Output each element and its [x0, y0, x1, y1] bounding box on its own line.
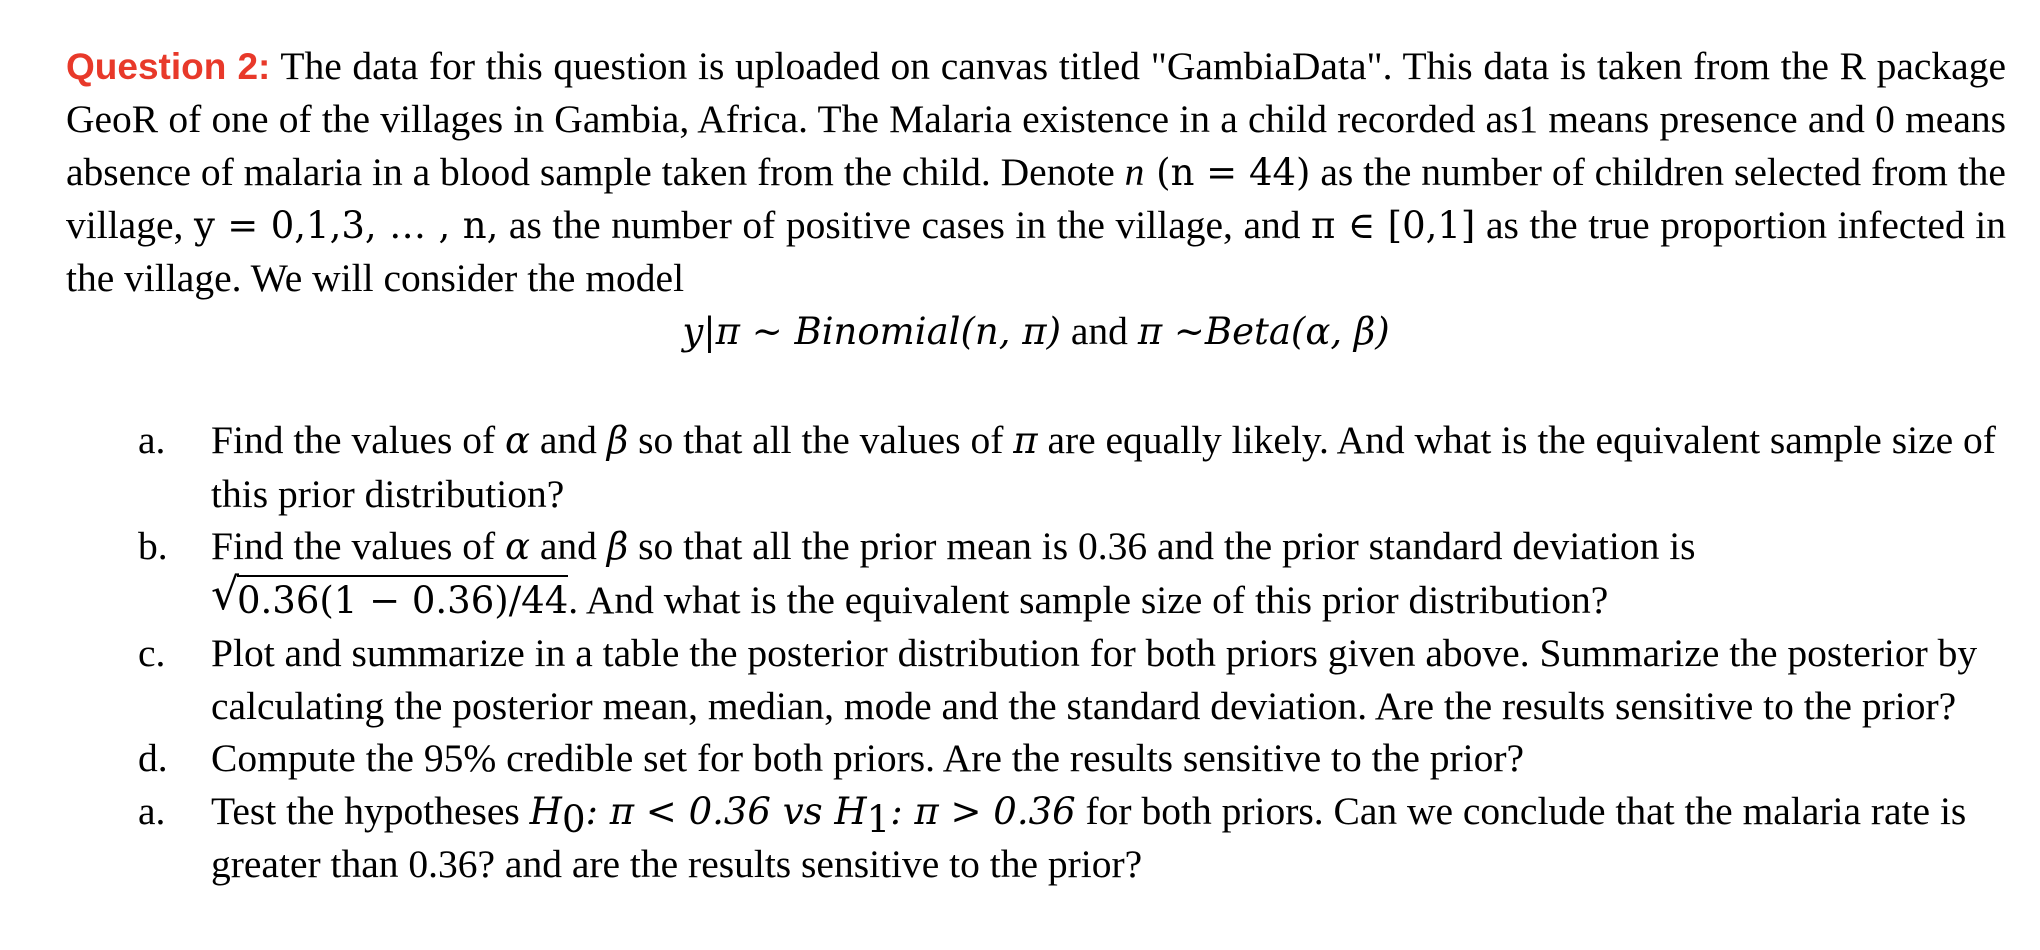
h0-subscript: 0	[561, 797, 586, 841]
part-marker: d.	[138, 736, 168, 780]
part-text: for both priors. Can we conclude that the malaria rate is greater than 0.36? and are the results sensitive to the prior?	[211, 788, 1967, 886]
list-item	[66, 785, 2011, 891]
list-item	[66, 414, 2011, 520]
question-label: Question 2:	[66, 46, 271, 87]
question-parts-list	[66, 414, 2006, 891]
model-and: and	[1061, 309, 1138, 353]
part-marker: b.	[138, 524, 168, 568]
pi-symbol: π	[1013, 419, 1038, 462]
part-text: Compute the 95% credible set for both priors. Are the results sensitive to the prior?	[211, 736, 1525, 780]
beta-symbol: β	[606, 419, 629, 462]
part-marker: c.	[138, 631, 166, 675]
intro-text-4: as the true proportion infected in the village. We will consider the model	[66, 203, 2006, 300]
beta-symbol: β	[606, 525, 629, 568]
part-text: Plot and summarize in a table the posterior distribution for both priors given above. Summarize the posterior by calculating the posterior mean, median, mode and the standard deviation. Are the results sensitive to the prior?	[211, 631, 1978, 728]
part-text: so that all the prior mean is 0.36 and the prior standard deviation is	[628, 524, 1696, 568]
list-item	[66, 732, 2011, 785]
list-item	[66, 627, 2011, 732]
h1-symbol: H	[834, 789, 867, 833]
part-text: are equally likely. And what is the equivalent sample size of this prior distribution?	[211, 418, 1996, 516]
intro-text-3: as the number of positive cases in the village, and	[498, 203, 1312, 247]
alpha-symbol: α	[505, 525, 531, 568]
h0-symbol: H	[529, 789, 562, 833]
intro-text-1: The data for this question is uploaded on canvas titled "GambiaData". This data is taken from the R package GeoR of one of the villages in Gambia, Africa. The Malaria existence in a child recorded as1 means presence and 0 means absence of malaria in a blood sample taken from the child. Denote	[66, 44, 2006, 194]
part-marker: a.	[138, 788, 166, 833]
h0-condition: : π < 0.36 vs	[585, 789, 835, 833]
h1-subscript: 1	[866, 797, 891, 841]
part-text: . And what is the equivalent sample size of this prior distribution?	[568, 577, 1609, 622]
question-intro	[66, 40, 2006, 305]
part-marker: a.	[138, 418, 166, 462]
part-text: Find the values of	[211, 524, 506, 568]
sqrt-expression	[211, 568, 569, 628]
list-item	[66, 520, 2011, 627]
part-text: and	[530, 418, 607, 462]
model-equation	[66, 305, 2006, 358]
part-text: so that all the values of	[628, 418, 1014, 462]
n-symbol: n	[1124, 150, 1145, 194]
model-likelihood: y|π ~ Binomial(n, π)	[682, 310, 1062, 353]
part-text: Test the hypotheses	[211, 788, 530, 833]
radical-sign: √	[211, 568, 240, 620]
part-text: Find the values of	[211, 418, 506, 462]
pi-definition: π ∈ [0,1]	[1311, 204, 1476, 247]
y-definition: y = 0,1,3, … , n,	[193, 204, 499, 247]
question-document	[66, 40, 2006, 891]
n-definition: (n = 44)	[1144, 151, 1311, 194]
sqrt-content: 0.36(1 − 0.36)/44	[237, 575, 568, 622]
intro-text-2: as the number of children selected from the village,	[66, 150, 2006, 247]
model-prior: π ~Beta(α, β)	[1137, 310, 1390, 353]
h1-condition: : π > 0.36	[890, 789, 1076, 833]
part-text: and	[530, 524, 607, 568]
alpha-symbol: α	[505, 419, 531, 462]
